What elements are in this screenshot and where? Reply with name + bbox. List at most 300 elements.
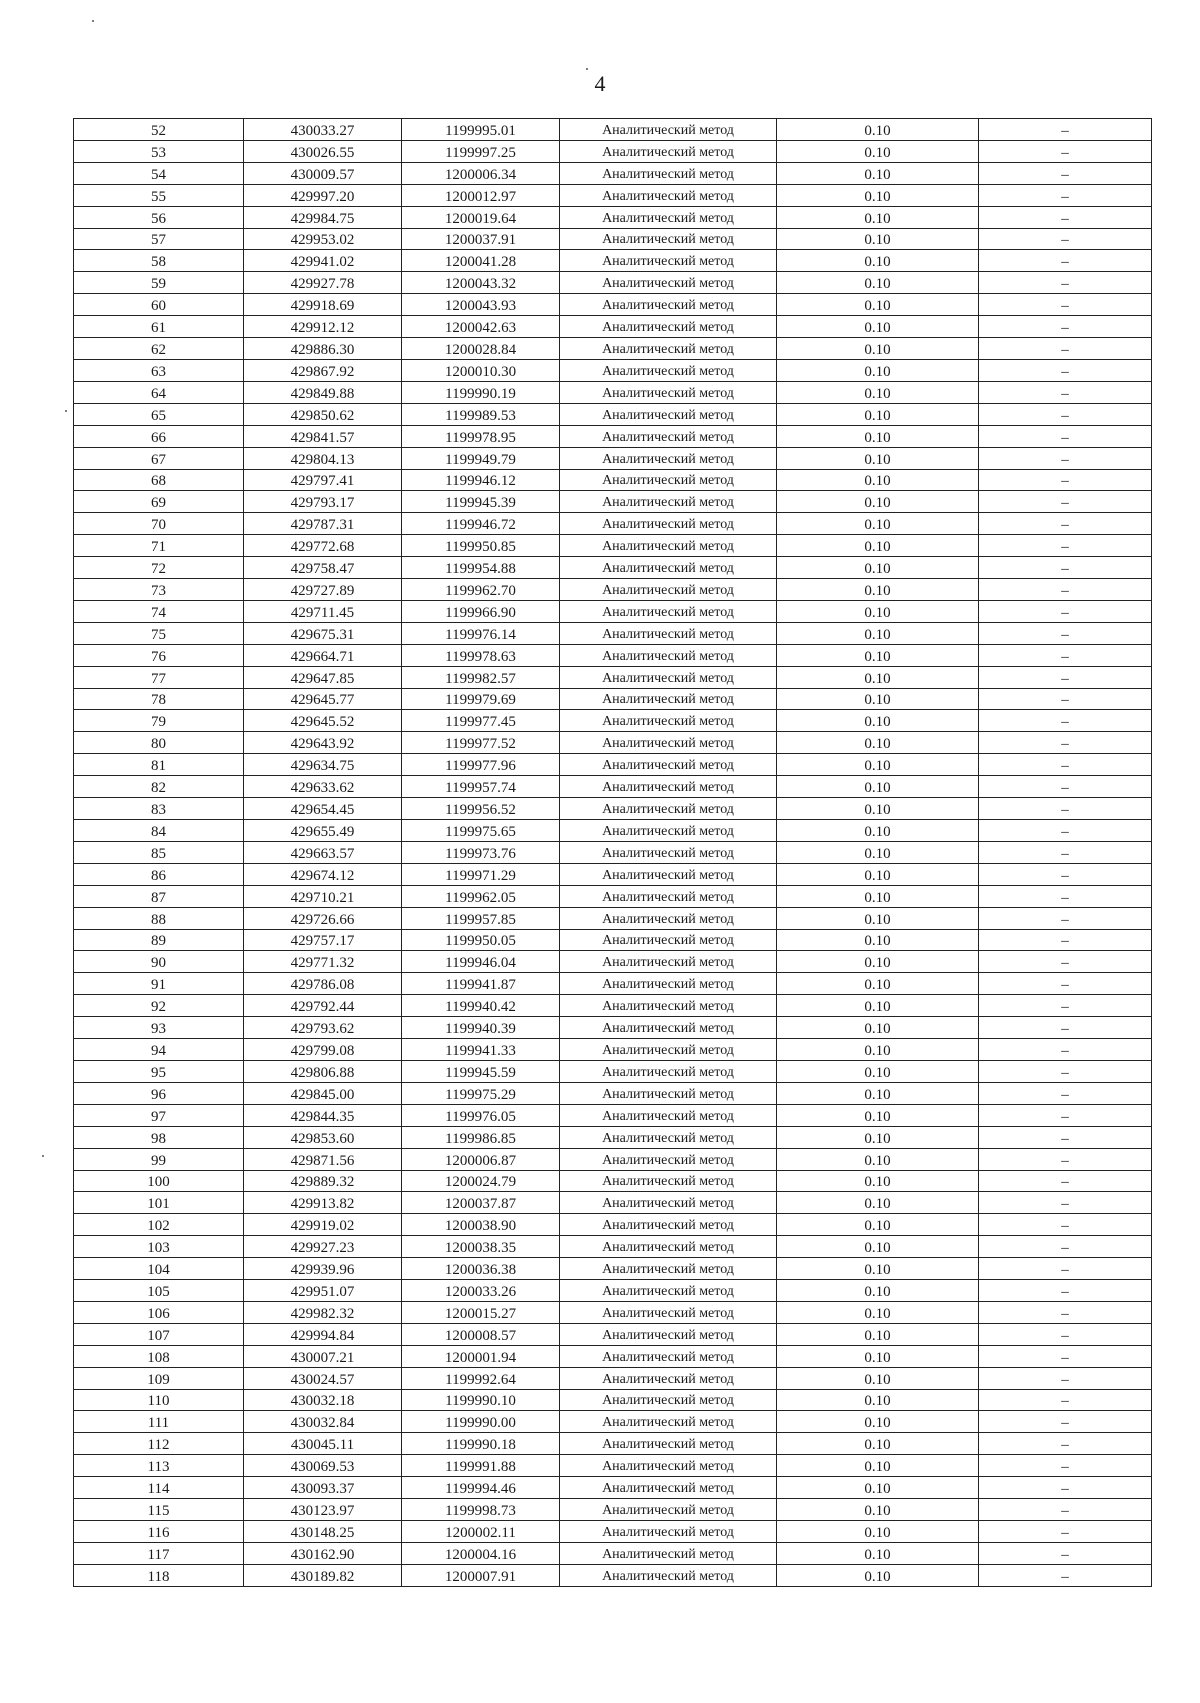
table-row (74, 863, 1152, 885)
y-coordinate-cell: 1199957.74 (402, 776, 560, 798)
method-cell: Аналитический метод (560, 732, 777, 754)
method-cell: Аналитический метод (560, 228, 777, 250)
x-coordinate-cell: 429853.60 (244, 1126, 402, 1148)
method-cell: Аналитический метод (560, 1455, 777, 1477)
point-number-cell: 112 (74, 1433, 244, 1455)
note-cell: – (979, 1017, 1152, 1039)
x-coordinate-cell: 429913.82 (244, 1192, 402, 1214)
point-number-cell: 64 (74, 381, 244, 403)
table-row (74, 1521, 1152, 1543)
table-row (74, 1236, 1152, 1258)
x-coordinate-cell: 429941.02 (244, 250, 402, 272)
note-cell: – (979, 1499, 1152, 1521)
y-coordinate-cell: 1199946.12 (402, 469, 560, 491)
table-row (74, 1477, 1152, 1499)
note-cell: – (979, 272, 1152, 294)
table-row (74, 338, 1152, 360)
accuracy-cell: 0.10 (777, 1236, 979, 1258)
y-coordinate-cell: 1199975.29 (402, 1082, 560, 1104)
accuracy-cell: 0.10 (777, 535, 979, 557)
y-coordinate-cell: 1199975.65 (402, 820, 560, 842)
table-row (74, 294, 1152, 316)
table-row (74, 1170, 1152, 1192)
y-coordinate-cell: 1200008.57 (402, 1323, 560, 1345)
table-row (74, 907, 1152, 929)
note-cell: – (979, 1082, 1152, 1104)
x-coordinate-cell: 429849.88 (244, 381, 402, 403)
note-cell: – (979, 666, 1152, 688)
y-coordinate-cell: 1199979.69 (402, 688, 560, 710)
x-coordinate-cell: 429675.31 (244, 622, 402, 644)
table-row (74, 929, 1152, 951)
point-number-cell: 79 (74, 710, 244, 732)
x-coordinate-cell: 429927.23 (244, 1236, 402, 1258)
point-number-cell: 95 (74, 1060, 244, 1082)
point-number-cell: 108 (74, 1345, 244, 1367)
table-row (74, 184, 1152, 206)
table-row (74, 1455, 1152, 1477)
point-number-cell: 71 (74, 535, 244, 557)
table-row (74, 1214, 1152, 1236)
table-row (74, 1389, 1152, 1411)
y-coordinate-cell: 1200007.91 (402, 1564, 560, 1586)
accuracy-cell: 0.10 (777, 425, 979, 447)
x-coordinate-cell: 429793.17 (244, 491, 402, 513)
y-coordinate-cell: 1200036.38 (402, 1258, 560, 1280)
table-row (74, 425, 1152, 447)
accuracy-cell: 0.10 (777, 140, 979, 162)
table-row (74, 688, 1152, 710)
coordinates-table-body (74, 119, 1152, 1587)
note-cell: – (979, 1126, 1152, 1148)
table-row (74, 381, 1152, 403)
point-number-cell: 52 (74, 119, 244, 141)
point-number-cell: 114 (74, 1477, 244, 1499)
x-coordinate-cell: 429633.62 (244, 776, 402, 798)
y-coordinate-cell: 1199991.88 (402, 1455, 560, 1477)
point-number-cell: 62 (74, 338, 244, 360)
method-cell: Аналитический метод (560, 272, 777, 294)
method-cell: Аналитический метод (560, 1389, 777, 1411)
x-coordinate-cell: 429919.02 (244, 1214, 402, 1236)
note-cell: – (979, 403, 1152, 425)
point-number-cell: 73 (74, 579, 244, 601)
method-cell: Аналитический метод (560, 1170, 777, 1192)
table-row (74, 140, 1152, 162)
note-cell: – (979, 1542, 1152, 1564)
table-row (74, 1542, 1152, 1564)
table-row (74, 1060, 1152, 1082)
note-cell: – (979, 1280, 1152, 1302)
accuracy-cell: 0.10 (777, 622, 979, 644)
x-coordinate-cell: 430189.82 (244, 1564, 402, 1586)
note-cell: – (979, 644, 1152, 666)
table-row (74, 732, 1152, 754)
point-number-cell: 76 (74, 644, 244, 666)
y-coordinate-cell: 1199940.42 (402, 995, 560, 1017)
point-number-cell: 56 (74, 206, 244, 228)
y-coordinate-cell: 1200012.97 (402, 184, 560, 206)
scan-speck (42, 1155, 44, 1157)
accuracy-cell: 0.10 (777, 644, 979, 666)
accuracy-cell: 0.10 (777, 1499, 979, 1521)
y-coordinate-cell: 1199976.14 (402, 622, 560, 644)
table-row (74, 841, 1152, 863)
method-cell: Аналитический метод (560, 1148, 777, 1170)
x-coordinate-cell: 429634.75 (244, 754, 402, 776)
y-coordinate-cell: 1200037.87 (402, 1192, 560, 1214)
x-coordinate-cell: 429792.44 (244, 995, 402, 1017)
x-coordinate-cell: 429663.57 (244, 841, 402, 863)
note-cell: – (979, 1411, 1152, 1433)
point-number-cell: 85 (74, 841, 244, 863)
accuracy-cell: 0.10 (777, 951, 979, 973)
x-coordinate-cell: 429927.78 (244, 272, 402, 294)
y-coordinate-cell: 1199997.25 (402, 140, 560, 162)
x-coordinate-cell: 429772.68 (244, 535, 402, 557)
accuracy-cell: 0.10 (777, 1345, 979, 1367)
method-cell: Аналитический метод (560, 644, 777, 666)
point-number-cell: 72 (74, 557, 244, 579)
accuracy-cell: 0.10 (777, 688, 979, 710)
table-row (74, 1367, 1152, 1389)
note-cell: – (979, 228, 1152, 250)
method-cell: Аналитический метод (560, 973, 777, 995)
point-number-cell: 84 (74, 820, 244, 842)
note-cell: – (979, 381, 1152, 403)
x-coordinate-cell: 430032.18 (244, 1389, 402, 1411)
note-cell: – (979, 622, 1152, 644)
point-number-cell: 68 (74, 469, 244, 491)
note-cell: – (979, 119, 1152, 141)
accuracy-cell: 0.10 (777, 1542, 979, 1564)
note-cell: – (979, 184, 1152, 206)
method-cell: Аналитический метод (560, 622, 777, 644)
x-coordinate-cell: 429645.52 (244, 710, 402, 732)
y-coordinate-cell: 1200042.63 (402, 316, 560, 338)
point-number-cell: 87 (74, 885, 244, 907)
note-cell: – (979, 557, 1152, 579)
point-number-cell: 74 (74, 600, 244, 622)
method-cell: Аналитический метод (560, 381, 777, 403)
point-number-cell: 105 (74, 1280, 244, 1302)
table-row (74, 1280, 1152, 1302)
x-coordinate-cell: 429799.08 (244, 1039, 402, 1061)
note-cell: – (979, 1564, 1152, 1586)
x-coordinate-cell: 430093.37 (244, 1477, 402, 1499)
method-cell: Аналитический метод (560, 907, 777, 929)
x-coordinate-cell: 430162.90 (244, 1542, 402, 1564)
table-row (74, 1082, 1152, 1104)
accuracy-cell: 0.10 (777, 447, 979, 469)
x-coordinate-cell: 429886.30 (244, 338, 402, 360)
point-number-cell: 58 (74, 250, 244, 272)
note-cell: – (979, 1236, 1152, 1258)
x-coordinate-cell: 429994.84 (244, 1323, 402, 1345)
y-coordinate-cell: 1200002.11 (402, 1521, 560, 1543)
method-cell: Аналитический метод (560, 557, 777, 579)
method-cell: Аналитический метод (560, 1367, 777, 1389)
y-coordinate-cell: 1200038.35 (402, 1236, 560, 1258)
note-cell: – (979, 1455, 1152, 1477)
accuracy-cell: 0.10 (777, 1280, 979, 1302)
note-cell: – (979, 1367, 1152, 1389)
table-row (74, 1192, 1152, 1214)
y-coordinate-cell: 1200010.30 (402, 359, 560, 381)
accuracy-cell: 0.10 (777, 1564, 979, 1586)
accuracy-cell: 0.10 (777, 513, 979, 535)
note-cell: – (979, 1323, 1152, 1345)
accuracy-cell: 0.10 (777, 666, 979, 688)
accuracy-cell: 0.10 (777, 995, 979, 1017)
point-number-cell: 111 (74, 1411, 244, 1433)
method-cell: Аналитический метод (560, 535, 777, 557)
y-coordinate-cell: 1199945.39 (402, 491, 560, 513)
table-row (74, 491, 1152, 513)
table-row (74, 162, 1152, 184)
x-coordinate-cell: 429793.62 (244, 1017, 402, 1039)
method-cell: Аналитический метод (560, 184, 777, 206)
y-coordinate-cell: 1200033.26 (402, 1280, 560, 1302)
accuracy-cell: 0.10 (777, 359, 979, 381)
note-cell: – (979, 1301, 1152, 1323)
x-coordinate-cell: 430026.55 (244, 140, 402, 162)
scan-speck (586, 68, 588, 70)
note-cell: – (979, 776, 1152, 798)
point-number-cell: 99 (74, 1148, 244, 1170)
method-cell: Аналитический метод (560, 338, 777, 360)
y-coordinate-cell: 1199978.95 (402, 425, 560, 447)
y-coordinate-cell: 1199950.85 (402, 535, 560, 557)
point-number-cell: 88 (74, 907, 244, 929)
method-cell: Аналитический метод (560, 1258, 777, 1280)
point-number-cell: 118 (74, 1564, 244, 1586)
x-coordinate-cell: 429647.85 (244, 666, 402, 688)
accuracy-cell: 0.10 (777, 1455, 979, 1477)
accuracy-cell: 0.10 (777, 1521, 979, 1543)
method-cell: Аналитический метод (560, 841, 777, 863)
y-coordinate-cell: 1200001.94 (402, 1345, 560, 1367)
method-cell: Аналитический метод (560, 1126, 777, 1148)
x-coordinate-cell: 429643.92 (244, 732, 402, 754)
note-cell: – (979, 732, 1152, 754)
note-cell: – (979, 338, 1152, 360)
x-coordinate-cell: 429726.66 (244, 907, 402, 929)
table-row (74, 600, 1152, 622)
accuracy-cell: 0.10 (777, 1126, 979, 1148)
point-number-cell: 78 (74, 688, 244, 710)
table-row (74, 359, 1152, 381)
accuracy-cell: 0.10 (777, 1170, 979, 1192)
point-number-cell: 89 (74, 929, 244, 951)
table-row (74, 228, 1152, 250)
y-coordinate-cell: 1199971.29 (402, 863, 560, 885)
point-number-cell: 66 (74, 425, 244, 447)
point-number-cell: 96 (74, 1082, 244, 1104)
point-number-cell: 98 (74, 1126, 244, 1148)
point-number-cell: 100 (74, 1170, 244, 1192)
method-cell: Аналитический метод (560, 250, 777, 272)
point-number-cell: 57 (74, 228, 244, 250)
y-coordinate-cell: 1200004.16 (402, 1542, 560, 1564)
x-coordinate-cell: 429797.41 (244, 469, 402, 491)
y-coordinate-cell: 1200024.79 (402, 1170, 560, 1192)
note-cell: – (979, 535, 1152, 557)
table-row (74, 403, 1152, 425)
accuracy-cell: 0.10 (777, 557, 979, 579)
x-coordinate-cell: 429645.77 (244, 688, 402, 710)
table-row (74, 119, 1152, 141)
x-coordinate-cell: 430009.57 (244, 162, 402, 184)
note-cell: – (979, 1433, 1152, 1455)
note-cell: – (979, 447, 1152, 469)
point-number-cell: 70 (74, 513, 244, 535)
x-coordinate-cell: 429804.13 (244, 447, 402, 469)
table-row (74, 316, 1152, 338)
point-number-cell: 115 (74, 1499, 244, 1521)
y-coordinate-cell: 1199945.59 (402, 1060, 560, 1082)
accuracy-cell: 0.10 (777, 250, 979, 272)
y-coordinate-cell: 1199941.33 (402, 1039, 560, 1061)
x-coordinate-cell: 429654.45 (244, 798, 402, 820)
accuracy-cell: 0.10 (777, 973, 979, 995)
table-row (74, 250, 1152, 272)
y-coordinate-cell: 1200037.91 (402, 228, 560, 250)
accuracy-cell: 0.10 (777, 732, 979, 754)
y-coordinate-cell: 1199941.87 (402, 973, 560, 995)
method-cell: Аналитический метод (560, 1564, 777, 1586)
x-coordinate-cell: 429727.89 (244, 579, 402, 601)
y-coordinate-cell: 1200019.64 (402, 206, 560, 228)
y-coordinate-cell: 1199986.85 (402, 1126, 560, 1148)
table-row (74, 579, 1152, 601)
note-cell: – (979, 250, 1152, 272)
scan-speck (65, 410, 67, 412)
method-cell: Аналитический метод (560, 1104, 777, 1126)
x-coordinate-cell: 429997.20 (244, 184, 402, 206)
method-cell: Аналитический метод (560, 403, 777, 425)
x-coordinate-cell: 429867.92 (244, 359, 402, 381)
note-cell: – (979, 600, 1152, 622)
accuracy-cell: 0.10 (777, 381, 979, 403)
x-coordinate-cell: 429841.57 (244, 425, 402, 447)
y-coordinate-cell: 1199940.39 (402, 1017, 560, 1039)
accuracy-cell: 0.10 (777, 491, 979, 513)
y-coordinate-cell: 1199946.72 (402, 513, 560, 535)
y-coordinate-cell: 1199973.76 (402, 841, 560, 863)
y-coordinate-cell: 1199977.52 (402, 732, 560, 754)
point-number-cell: 116 (74, 1521, 244, 1543)
y-coordinate-cell: 1200028.84 (402, 338, 560, 360)
note-cell: – (979, 1214, 1152, 1236)
method-cell: Аналитический метод (560, 579, 777, 601)
x-coordinate-cell: 430148.25 (244, 1521, 402, 1543)
accuracy-cell: 0.10 (777, 1433, 979, 1455)
table-row (74, 1148, 1152, 1170)
method-cell: Аналитический метод (560, 1301, 777, 1323)
accuracy-cell: 0.10 (777, 1214, 979, 1236)
method-cell: Аналитический метод (560, 1521, 777, 1543)
method-cell: Аналитический метод (560, 600, 777, 622)
point-number-cell: 59 (74, 272, 244, 294)
table-row (74, 776, 1152, 798)
table-row (74, 820, 1152, 842)
table-row (74, 1017, 1152, 1039)
method-cell: Аналитический метод (560, 1236, 777, 1258)
point-number-cell: 94 (74, 1039, 244, 1061)
method-cell: Аналитический метод (560, 776, 777, 798)
note-cell: – (979, 863, 1152, 885)
note-cell: – (979, 841, 1152, 863)
x-coordinate-cell: 429871.56 (244, 1148, 402, 1170)
note-cell: – (979, 951, 1152, 973)
method-cell: Аналитический метод (560, 162, 777, 184)
x-coordinate-cell: 429982.32 (244, 1301, 402, 1323)
method-cell: Аналитический метод (560, 1323, 777, 1345)
point-number-cell: 103 (74, 1236, 244, 1258)
accuracy-cell: 0.10 (777, 162, 979, 184)
point-number-cell: 102 (74, 1214, 244, 1236)
x-coordinate-cell: 429912.12 (244, 316, 402, 338)
x-coordinate-cell: 429951.07 (244, 1280, 402, 1302)
method-cell: Аналитический метод (560, 140, 777, 162)
table-row (74, 1323, 1152, 1345)
point-number-cell: 55 (74, 184, 244, 206)
x-coordinate-cell: 430024.57 (244, 1367, 402, 1389)
note-cell: – (979, 1389, 1152, 1411)
y-coordinate-cell: 1199998.73 (402, 1499, 560, 1521)
method-cell: Аналитический метод (560, 206, 777, 228)
scan-speck (92, 20, 94, 22)
table-row (74, 447, 1152, 469)
point-number-cell: 110 (74, 1389, 244, 1411)
accuracy-cell: 0.10 (777, 184, 979, 206)
accuracy-cell: 0.10 (777, 1367, 979, 1389)
accuracy-cell: 0.10 (777, 1082, 979, 1104)
point-number-cell: 80 (74, 732, 244, 754)
accuracy-cell: 0.10 (777, 885, 979, 907)
x-coordinate-cell: 429757.17 (244, 929, 402, 951)
method-cell: Аналитический метод (560, 1017, 777, 1039)
note-cell: – (979, 907, 1152, 929)
table-row (74, 513, 1152, 535)
method-cell: Аналитический метод (560, 316, 777, 338)
note-cell: – (979, 1148, 1152, 1170)
y-coordinate-cell: 1200006.87 (402, 1148, 560, 1170)
note-cell: – (979, 820, 1152, 842)
y-coordinate-cell: 1199990.18 (402, 1433, 560, 1455)
x-coordinate-cell: 430069.53 (244, 1455, 402, 1477)
note-cell: – (979, 688, 1152, 710)
table-row (74, 995, 1152, 1017)
x-coordinate-cell: 430045.11 (244, 1433, 402, 1455)
accuracy-cell: 0.10 (777, 338, 979, 360)
y-coordinate-cell: 1199977.96 (402, 754, 560, 776)
point-number-cell: 67 (74, 447, 244, 469)
note-cell: – (979, 359, 1152, 381)
y-coordinate-cell: 1199946.04 (402, 951, 560, 973)
note-cell: – (979, 206, 1152, 228)
method-cell: Аналитический метод (560, 1345, 777, 1367)
table-row (74, 666, 1152, 688)
page-number: 4 (594, 71, 606, 96)
table-row (74, 1039, 1152, 1061)
y-coordinate-cell: 1200038.90 (402, 1214, 560, 1236)
note-cell: – (979, 1170, 1152, 1192)
accuracy-cell: 0.10 (777, 710, 979, 732)
y-coordinate-cell: 1200043.32 (402, 272, 560, 294)
point-number-cell: 92 (74, 995, 244, 1017)
